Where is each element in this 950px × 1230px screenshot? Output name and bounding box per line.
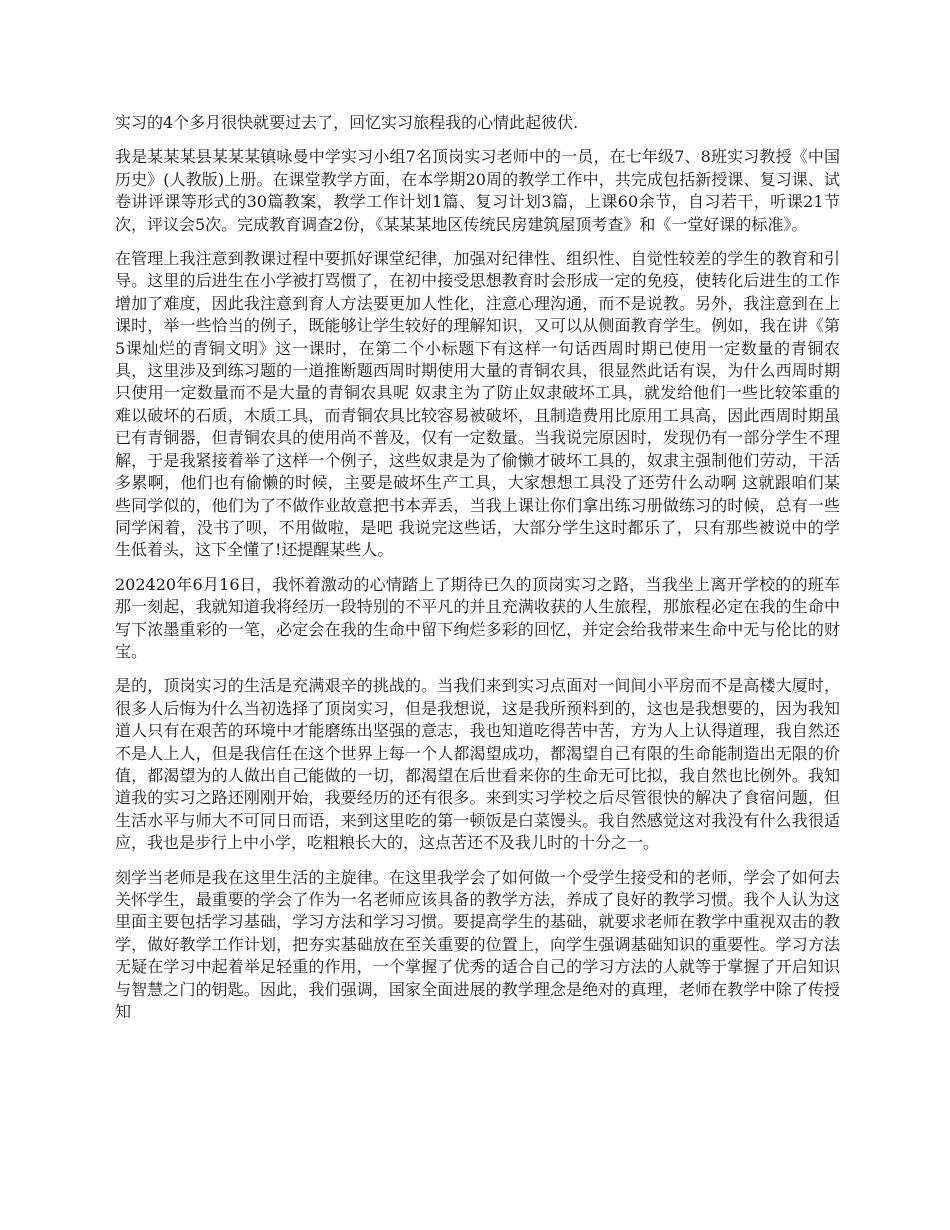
paragraph-departure: 202420年6月16日，我怀着激动的心情踏上了期待已久的顶岗实习之路，当我坐上离开学校的的班车那一刻起，我就知道我将经历一段特别的不平凡的并且充满收获的人生旅程，那旅程必定在我的生命中写下浓墨重彩的一笔，必定会在我的生命中留下绚烂多彩的回忆，并定会给我带来生命中无与伦比的财宝。 — [115, 574, 840, 661]
paragraph-teaching-summary: 我是某某某县某某某镇咏曼中学实习小组7名顶岗实习老师中的一员，在七年级7、8班实习教授《中国历史》(人教版)上册。在课堂教学方面，在本学期20周的教学工作中，共完成包括新授课、复习课、试卷讲评课等形式的30篇教案，教学工作计划1篇、复习计划3篇，上课60余节，自习若干，听课21节次，评议会5次。完成教育调查2份，《某某某地区传统民房建筑屋顶考查》和《一堂好课的标准》。 — [115, 147, 840, 234]
paragraph-teaching-methods: 刻学当老师是我在这里生活的主旋律。在这里我学会了如何做一个受学生接受和的老师，学会了如何去关怀学生，最重要的学会了作为一名老师应该具备的教学方法，养成了良好的教学习惯。我个人认为这里面主要包括学习基础，学习方法和学习习惯。要提高学生的基础，就要求老师在教学中重视双击的教学，做好教学工作计划，把夯实基础放在至关重要的位置上，向学生强调基础知识的重要性。学习方法无疑在学习中起着举足轻重的作用，一个掌握了优秀的适合自己的学习方法的人就等于掌握了开启知识与智慧之门的钥匙。因此，我们强调，国家全面进展的教学理念是绝对的真理，老师在教学中除了传授知 — [115, 867, 840, 1022]
paragraph-intro: 实习的4个多月很快就要过去了，回忆实习旅程我的心情此起彼伏. — [115, 113, 579, 132]
paragraph-classroom-management: 在管理上我注意到教课过程中要抓好课堂纪律，加强对纪律性、组织性、自觉性较差的学生的教育和引导。这里的后进生在小学被打骂惯了，在初中接受思想教育时会形成一定的免疫，使转化后进生的工作增加了难度，因此我注意到育人方法要更加人性化，注意心理沟通，而不是说教。另外，我注意到在上课时，举一些恰当的例子，既能够让学生较好的理解知识，又可以从侧面教育学生。例如，我在讲《第5课灿烂的青铜文明》这一课时，在第二个小标题下有这样一句话西周时期已使用一定数量的青铜农具，这里涉及到练习题的一道推断题西周时期使用大量的青铜农具，很显然此话有误，为什么西周时期只使用一定数量而不是大量的青铜农具呢 奴隶主为了防止奴隶破坏工具，就发给他们一些比较笨重的难以破坏的石质，木质工具，而青铜农具比较容易被破坏，且制造费用比原用工具高，因此西周时期虽已有青铜器，但青铜农具的使用尚不普及，仅有一定数量。当我说完原因时，发现仍有一部分学生不理解，于是我紧接着举了这样一个例子，这些奴隶是为了偷懒才破坏工具的，奴隶主强制他们劳动，干活多累啊，他们也有偷懒的时候，主要是破坏生产工具，大家想想工具没了还劳什么动啊 这就跟咱们某些同学似的，他们为了不做作业故意把书本弄丢，当我上课让你们拿出练习册做练习的时候，总有一些同学闲着，没书了呗，不用做啦，是吧 我说完这些话，大部分学生这时都乐了，只有那些被说中的学生低着头，这下全懂了!还提醒某些人。 — [115, 249, 840, 560]
document-body — [115, 112, 840, 1035]
paragraph-hardship: 是的，顶岗实习的生活是充满艰辛的挑战的。当我们来到实习点面对一间间小平房而不是高楼大厦时，很多人后悔为什么当初选择了顶岗实习，但是我想说，这是我所预料到的，这也是我想要的，因为我知道人只有在艰苦的环境中才能磨练出坚强的意志，我也知道吃得苦中苦，方为人上认得道理，我自然还不是人上人，但是我信任在这个世界上每一个人都渴望成功，都渴望自己有限的生命能制造出无限的价值，都渴望为的人做出自己能做的一切，都渴望在后世看来你的生命无可比拟，我自然也比例外。我知道我的实习之路还刚刚开始，我要经历的还有很多。来到实习学校之后尽管很快的解决了食宿问题，但生活水平与师大不可同日而语，来到这里吃的第一顿饭是白菜馒头。我自然感觉这对我没有什么我很适应，我也是步行上中小学，吃粗粮长大的，这点苦还不及我儿时的十分之一。 — [115, 676, 840, 853]
